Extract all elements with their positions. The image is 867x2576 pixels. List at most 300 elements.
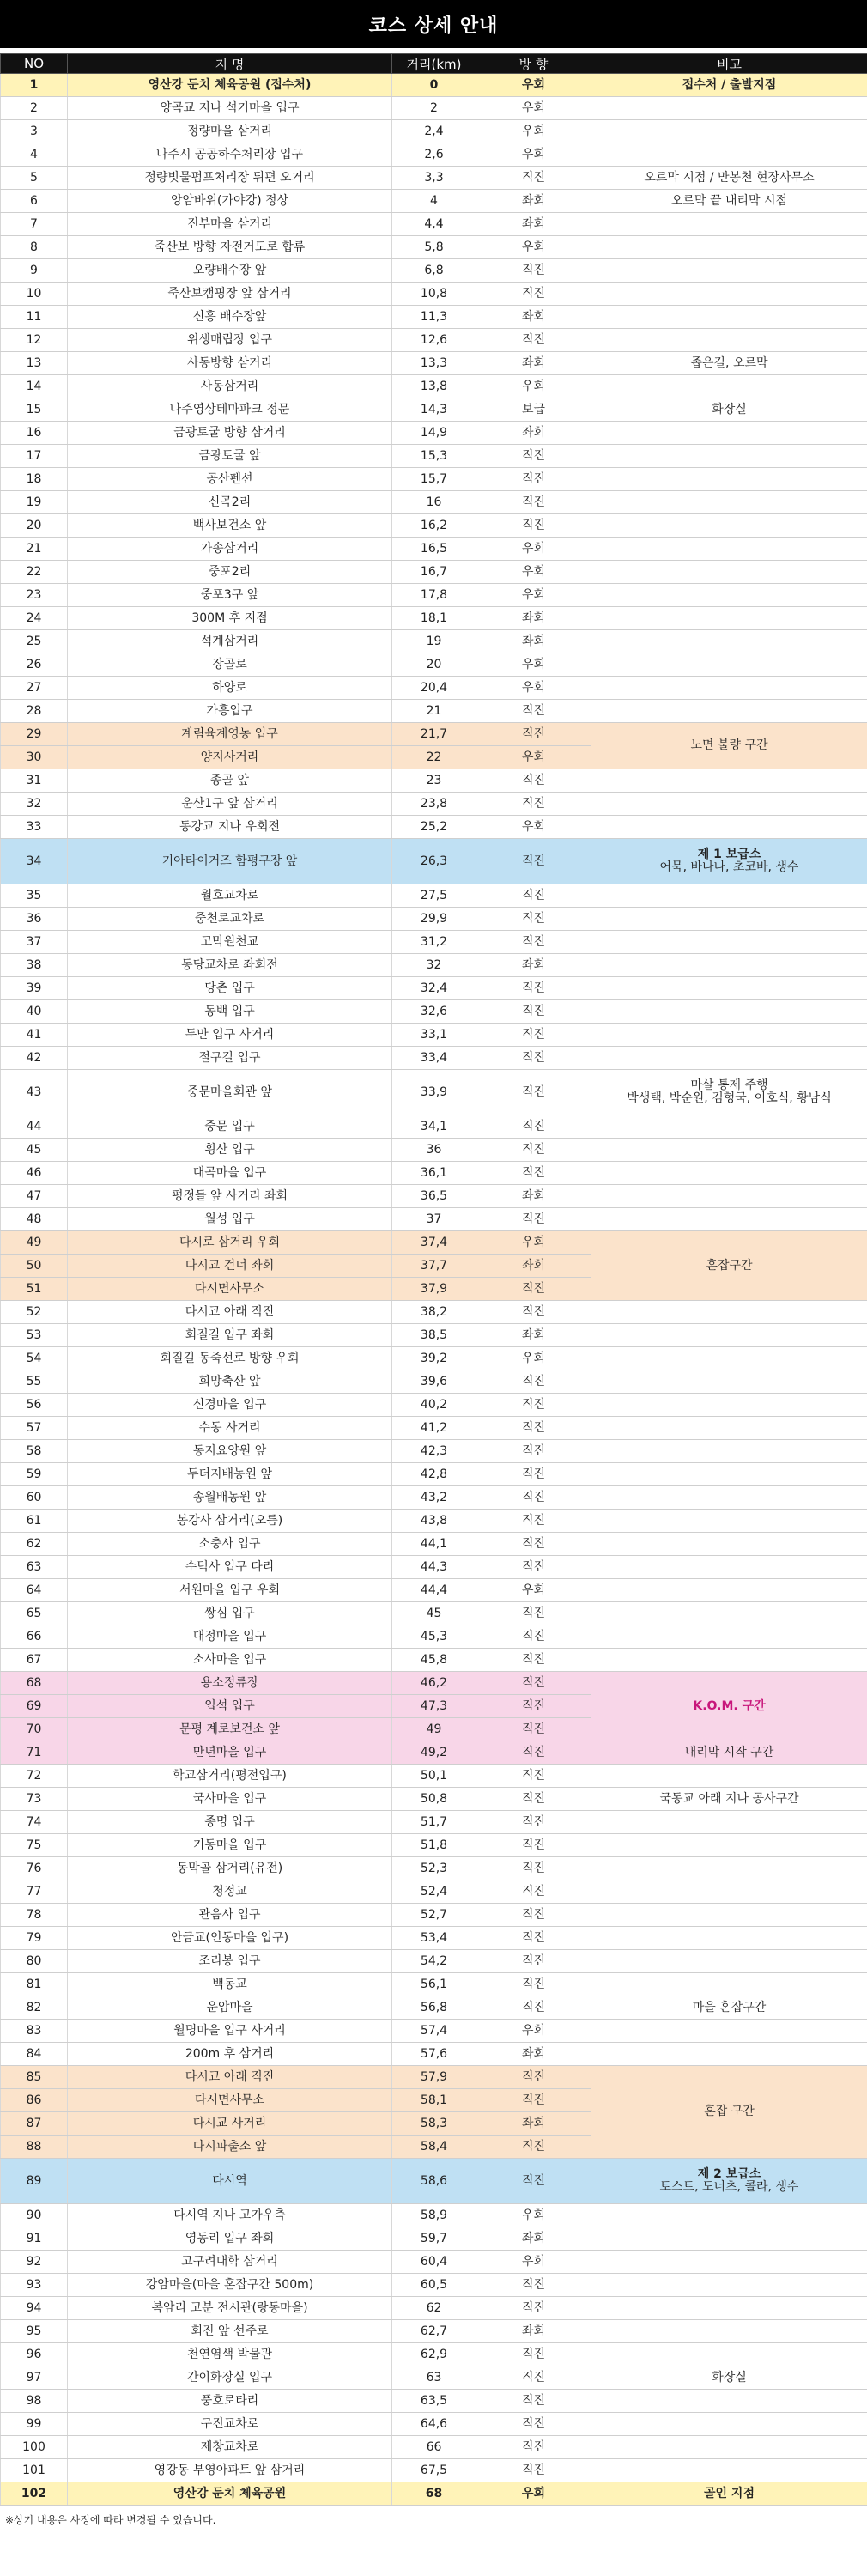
- row-number: 70: [1, 1718, 68, 1741]
- note-cell: [591, 2320, 867, 2343]
- distance: 66: [392, 2436, 476, 2459]
- distance: 37,9: [392, 1278, 476, 1301]
- place-name: 수덕사 입구 다리: [68, 1556, 392, 1579]
- row-number: 88: [1, 2136, 68, 2159]
- table-row: [1, 1649, 867, 1672]
- distance: 13,8: [392, 375, 476, 398]
- row-number: 92: [1, 2251, 68, 2274]
- note-cell: [591, 491, 867, 514]
- note-cell: [591, 1927, 867, 1950]
- table-row: [1, 793, 867, 816]
- distance: 21,7: [392, 723, 476, 746]
- note-cell: [591, 1024, 867, 1047]
- row-number: 60: [1, 1486, 68, 1510]
- direction: 직진: [476, 2459, 591, 2482]
- direction: 보급: [476, 398, 591, 422]
- row-number: 68: [1, 1672, 68, 1695]
- table-row: [1, 769, 867, 793]
- note-cell: [591, 1996, 867, 2020]
- direction: 직진: [476, 1927, 591, 1950]
- table-row: [1, 723, 867, 746]
- direction: 직진: [476, 2297, 591, 2320]
- row-number: 28: [1, 700, 68, 723]
- distance: 0: [392, 74, 476, 97]
- note-line: 접수처 / 출발지점: [682, 77, 777, 92]
- row-number: 77: [1, 1880, 68, 1904]
- direction: 직진: [476, 259, 591, 283]
- place-name: 두더지배농원 앞: [68, 1463, 392, 1486]
- note-cell: [591, 468, 867, 491]
- distance: 21: [392, 700, 476, 723]
- note-cell: [591, 2251, 867, 2274]
- note-line: 골인 지점: [704, 2486, 755, 2500]
- note-cell: [591, 2043, 867, 2066]
- place-name: 정량빗물펌프처리장 뒤편 오거리: [68, 167, 392, 190]
- direction: 직진: [476, 1880, 591, 1904]
- table-row: [1, 584, 867, 607]
- place-name: 신흥 배수장앞: [68, 306, 392, 329]
- row-number: 12: [1, 329, 68, 352]
- place-name: 국사마을 입구: [68, 1788, 392, 1811]
- direction: 직진: [476, 793, 591, 816]
- distance: 54,2: [392, 1950, 476, 1973]
- row-number: 78: [1, 1904, 68, 1927]
- place-name: 300M 후 지점: [68, 607, 392, 630]
- row-number: 84: [1, 2043, 68, 2066]
- note-cell: [591, 120, 867, 143]
- table-row: [1, 1440, 867, 1463]
- direction: 직진: [476, 283, 591, 306]
- table-body: [1, 74, 867, 2506]
- direction: 직진: [476, 1718, 591, 1741]
- note-cell: [591, 584, 867, 607]
- direction: 직진: [476, 2366, 591, 2390]
- direction: 직진: [476, 1139, 591, 1162]
- row-number: 76: [1, 1857, 68, 1880]
- distance: 58,4: [392, 2136, 476, 2159]
- table-row: [1, 2043, 867, 2066]
- place-name: 양지사거리: [68, 746, 392, 769]
- distance: 43,2: [392, 1486, 476, 1510]
- table-row: [1, 1463, 867, 1486]
- direction: 직진: [476, 468, 591, 491]
- place-name: 대곡마을 입구: [68, 1162, 392, 1185]
- direction: 직진: [476, 1208, 591, 1231]
- table-row: [1, 236, 867, 259]
- note-cell: [591, 1047, 867, 1070]
- direction: 직진: [476, 977, 591, 1000]
- distance: 58,6: [392, 2159, 476, 2204]
- note-cell: [591, 97, 867, 120]
- row-number: 27: [1, 677, 68, 700]
- direction: 우회: [476, 2251, 591, 2274]
- distance: 4: [392, 190, 476, 213]
- table-row: [1, 1834, 867, 1857]
- note-cell: [591, 1765, 867, 1788]
- table-row: [1, 2320, 867, 2343]
- place-name: 중천로교차로: [68, 908, 392, 931]
- place-name: 운산1구 앞 삼거리: [68, 793, 392, 816]
- row-number: 11: [1, 306, 68, 329]
- place-name: 장골로: [68, 653, 392, 677]
- direction: 직진: [476, 167, 591, 190]
- note-line: 오르막 끝 내리막 시점: [670, 193, 788, 208]
- distance: 49,2: [392, 1741, 476, 1765]
- direction: 우회: [476, 561, 591, 584]
- row-number: 43: [1, 1070, 68, 1115]
- row-number: 100: [1, 2436, 68, 2459]
- place-name: 다시면사무소: [68, 1278, 392, 1301]
- table-row: [1, 1324, 867, 1347]
- row-number: 69: [1, 1695, 68, 1718]
- table-row: [1, 1347, 867, 1370]
- note-cell: [591, 2297, 867, 2320]
- table-row: [1, 2204, 867, 2227]
- table-row: [1, 839, 867, 884]
- note-cell: [591, 538, 867, 561]
- place-name: 중문마을회관 앞: [68, 1070, 392, 1115]
- table-row: [1, 954, 867, 977]
- row-number: 65: [1, 1602, 68, 1625]
- direction: 직진: [476, 1486, 591, 1510]
- note-cell: [591, 2482, 867, 2506]
- note-cell: [591, 259, 867, 283]
- row-number: 37: [1, 931, 68, 954]
- note-cell: [591, 514, 867, 538]
- direction: 직진: [476, 839, 591, 884]
- table-row: [1, 1904, 867, 1927]
- note-cell: [591, 1857, 867, 1880]
- row-number: 20: [1, 514, 68, 538]
- table-row: [1, 1950, 867, 1973]
- table-row: [1, 468, 867, 491]
- row-number: 71: [1, 1741, 68, 1765]
- note-line: 토스트, 도너츠, 콜라, 생수: [659, 2180, 799, 2194]
- distance: 37,7: [392, 1255, 476, 1278]
- distance: 36,1: [392, 1162, 476, 1185]
- place-name: 백사보건소 앞: [68, 514, 392, 538]
- note-cell: [591, 1950, 867, 1973]
- row-number: 58: [1, 1440, 68, 1463]
- direction: 직진: [476, 1834, 591, 1857]
- distance: 51,7: [392, 1811, 476, 1834]
- row-number: 49: [1, 1231, 68, 1255]
- note-cell: [591, 422, 867, 445]
- row-number: 29: [1, 723, 68, 746]
- distance: 52,4: [392, 1880, 476, 1904]
- table-row: [1, 630, 867, 653]
- row-number: 6: [1, 190, 68, 213]
- direction: 직진: [476, 329, 591, 352]
- direction: 좌회: [476, 352, 591, 375]
- place-name: 다시역: [68, 2159, 392, 2204]
- direction: 직진: [476, 1625, 591, 1649]
- row-number: 1: [1, 74, 68, 97]
- place-name: 200m 후 삼거리: [68, 2043, 392, 2066]
- distance: 53,4: [392, 1927, 476, 1950]
- note-cell: [591, 1394, 867, 1417]
- course-table: [0, 53, 867, 2506]
- table-row: [1, 653, 867, 677]
- note-cell: [591, 329, 867, 352]
- row-number: 19: [1, 491, 68, 514]
- table-row: [1, 1000, 867, 1024]
- direction: 직진: [476, 1024, 591, 1047]
- note-cell: [591, 213, 867, 236]
- row-number: 9: [1, 259, 68, 283]
- direction: 직진: [476, 2343, 591, 2366]
- place-name: 풍호로타리: [68, 2390, 392, 2413]
- note-cell: [591, 1070, 867, 1115]
- table-row: [1, 2274, 867, 2297]
- place-name: 쌍심 입구: [68, 1602, 392, 1625]
- row-number: 97: [1, 2366, 68, 2390]
- note-line: 어묵, 바나나, 초코바, 생수: [659, 860, 799, 874]
- note-cell: [591, 1788, 867, 1811]
- note-cell: [591, 236, 867, 259]
- note-cell: [591, 2274, 867, 2297]
- note-cell: [591, 2227, 867, 2251]
- table-row: [1, 1510, 867, 1533]
- direction: 직진: [476, 723, 591, 746]
- row-number: 102: [1, 2482, 68, 2506]
- direction: 직진: [476, 2159, 591, 2204]
- note-cell: [591, 1510, 867, 1533]
- distance: 68: [392, 2482, 476, 2506]
- note-cell: [591, 1139, 867, 1162]
- table-row: [1, 677, 867, 700]
- row-number: 51: [1, 1278, 68, 1301]
- row-number: 33: [1, 816, 68, 839]
- row-number: 79: [1, 1927, 68, 1950]
- distance: 32,6: [392, 1000, 476, 1024]
- distance: 60,5: [392, 2274, 476, 2297]
- distance: 2: [392, 97, 476, 120]
- place-name: 다시파출소 앞: [68, 2136, 392, 2159]
- distance: 56,8: [392, 1996, 476, 2020]
- direction: 직진: [476, 1510, 591, 1533]
- table-row: [1, 1625, 867, 1649]
- table-row: [1, 2459, 867, 2482]
- row-number: 73: [1, 1788, 68, 1811]
- direction: 우회: [476, 584, 591, 607]
- distance: 16,2: [392, 514, 476, 538]
- note-cell: [591, 1973, 867, 1996]
- place-name: 회진 앞 선주로: [68, 2320, 392, 2343]
- note-line: 마살 통제 주행: [690, 1078, 768, 1092]
- distance: 57,4: [392, 2020, 476, 2043]
- place-name: 위생매립장 입구: [68, 329, 392, 352]
- distance: 6,8: [392, 259, 476, 283]
- header-no: NO: [1, 54, 68, 74]
- direction: 직진: [476, 1301, 591, 1324]
- direction: 직진: [476, 2274, 591, 2297]
- direction: 우회: [476, 1347, 591, 1370]
- direction: 직진: [476, 1741, 591, 1765]
- table-row: [1, 700, 867, 723]
- note-cell: [591, 2204, 867, 2227]
- place-name: 양곡교 지나 석기마을 입구: [68, 97, 392, 120]
- note-cell: [591, 167, 867, 190]
- distance: 37,4: [392, 1231, 476, 1255]
- direction: 직진: [476, 1973, 591, 1996]
- direction: 직진: [476, 700, 591, 723]
- distance: 31,2: [392, 931, 476, 954]
- table-row: [1, 1533, 867, 1556]
- row-number: 17: [1, 445, 68, 468]
- place-name: 용소정류장: [68, 1672, 392, 1695]
- distance: 43,8: [392, 1510, 476, 1533]
- row-number: 66: [1, 1625, 68, 1649]
- place-name: 대정마을 입구: [68, 1625, 392, 1649]
- distance: 2,6: [392, 143, 476, 167]
- table-row: [1, 259, 867, 283]
- table-row: [1, 1672, 867, 1695]
- place-name: 동지요양원 앞: [68, 1440, 392, 1463]
- row-number: 45: [1, 1139, 68, 1162]
- row-number: 3: [1, 120, 68, 143]
- place-name: 횡산 입구: [68, 1139, 392, 1162]
- note-cell: [591, 1556, 867, 1579]
- distance: 57,9: [392, 2066, 476, 2089]
- distance: 25,2: [392, 816, 476, 839]
- table-row: [1, 1417, 867, 1440]
- distance: 44,1: [392, 1533, 476, 1556]
- note-cell: [591, 190, 867, 213]
- table-row: [1, 1301, 867, 1324]
- note-cell: [591, 1486, 867, 1510]
- note-cell: [591, 561, 867, 584]
- table-row: [1, 538, 867, 561]
- direction: 직진: [476, 1556, 591, 1579]
- direction: 직진: [476, 1857, 591, 1880]
- note-cell: [591, 306, 867, 329]
- note-cell: [591, 1370, 867, 1394]
- note-cell: [591, 1533, 867, 1556]
- header-note: 비고: [591, 54, 867, 74]
- place-name: 희망축산 앞: [68, 1370, 392, 1394]
- distance: 15,3: [392, 445, 476, 468]
- note-cell: [591, 1347, 867, 1370]
- place-name: 학교삼거리(평전입구): [68, 1765, 392, 1788]
- row-number: 14: [1, 375, 68, 398]
- place-name: 서원마을 입구 우회: [68, 1579, 392, 1602]
- place-name: 청정교: [68, 1880, 392, 1904]
- row-number: 55: [1, 1370, 68, 1394]
- place-name: 영산강 둔치 체육공원: [68, 2482, 392, 2506]
- direction: 직진: [476, 1533, 591, 1556]
- direction: 직진: [476, 931, 591, 954]
- note-cell: [591, 630, 867, 653]
- note-cell: [591, 2159, 867, 2204]
- direction: 직진: [476, 2390, 591, 2413]
- row-number: 30: [1, 746, 68, 769]
- row-number: 40: [1, 1000, 68, 1024]
- direction: 우회: [476, 1579, 591, 1602]
- row-number: 54: [1, 1347, 68, 1370]
- distance: 57,6: [392, 2043, 476, 2066]
- note-cell: [591, 954, 867, 977]
- place-name: 회질길 입구 좌회: [68, 1324, 392, 1347]
- direction: 직진: [476, 491, 591, 514]
- distance: 38,2: [392, 1301, 476, 1324]
- distance: 50,8: [392, 1788, 476, 1811]
- table-row: [1, 1486, 867, 1510]
- table-row: [1, 1231, 867, 1255]
- distance: 36: [392, 1139, 476, 1162]
- distance: 16: [392, 491, 476, 514]
- place-name: 소사마을 입구: [68, 1649, 392, 1672]
- note-cell: [591, 1208, 867, 1231]
- distance: 39,6: [392, 1370, 476, 1394]
- place-name: 기동마을 입구: [68, 1834, 392, 1857]
- note-line: 국동교 아래 지나 공사구간: [659, 1791, 799, 1806]
- distance: 13,3: [392, 352, 476, 375]
- table-row: [1, 607, 867, 630]
- header-place: 지 명: [68, 54, 392, 74]
- place-name: 수동 사거리: [68, 1417, 392, 1440]
- row-number: 61: [1, 1510, 68, 1533]
- place-name: 월명마을 입구 사거리: [68, 2020, 392, 2043]
- place-name: 신경마을 입구: [68, 1394, 392, 1417]
- table-row: [1, 1602, 867, 1625]
- distance: 34,1: [392, 1115, 476, 1139]
- page-title: 코스 상세 안내: [0, 0, 867, 48]
- note-cell: [591, 607, 867, 630]
- table-row: [1, 422, 867, 445]
- note-cell: [591, 723, 867, 769]
- row-number: 32: [1, 793, 68, 816]
- note-cell: [591, 769, 867, 793]
- note-cell: [591, 1115, 867, 1139]
- table-row: [1, 2343, 867, 2366]
- direction: 직진: [476, 1672, 591, 1695]
- note-cell: [591, 908, 867, 931]
- table-row: [1, 1208, 867, 1231]
- table-row: [1, 2436, 867, 2459]
- table-row: [1, 931, 867, 954]
- direction: 우회: [476, 2020, 591, 2043]
- distance: 29,9: [392, 908, 476, 931]
- direction: 직진: [476, 514, 591, 538]
- direction: 좌회: [476, 306, 591, 329]
- distance: 36,5: [392, 1185, 476, 1208]
- place-name: 가송삼거리: [68, 538, 392, 561]
- distance: 22: [392, 746, 476, 769]
- row-number: 39: [1, 977, 68, 1000]
- row-number: 52: [1, 1301, 68, 1324]
- row-number: 16: [1, 422, 68, 445]
- direction: 직진: [476, 1695, 591, 1718]
- distance: 62: [392, 2297, 476, 2320]
- place-name: 영산강 둔치 체육공원 (접수처): [68, 74, 392, 97]
- distance: 64,6: [392, 2413, 476, 2436]
- table-row: [1, 1811, 867, 1834]
- note-cell: [591, 375, 867, 398]
- note-cell: [591, 445, 867, 468]
- note-cell: [591, 2413, 867, 2436]
- place-name: 동백 입구: [68, 1000, 392, 1024]
- row-number: 47: [1, 1185, 68, 1208]
- row-number: 72: [1, 1765, 68, 1788]
- direction: 좌회: [476, 2227, 591, 2251]
- direction: 우회: [476, 74, 591, 97]
- row-number: 93: [1, 2274, 68, 2297]
- distance: 14,9: [392, 422, 476, 445]
- direction: 직진: [476, 1649, 591, 1672]
- table-row: [1, 561, 867, 584]
- distance: 38,5: [392, 1324, 476, 1347]
